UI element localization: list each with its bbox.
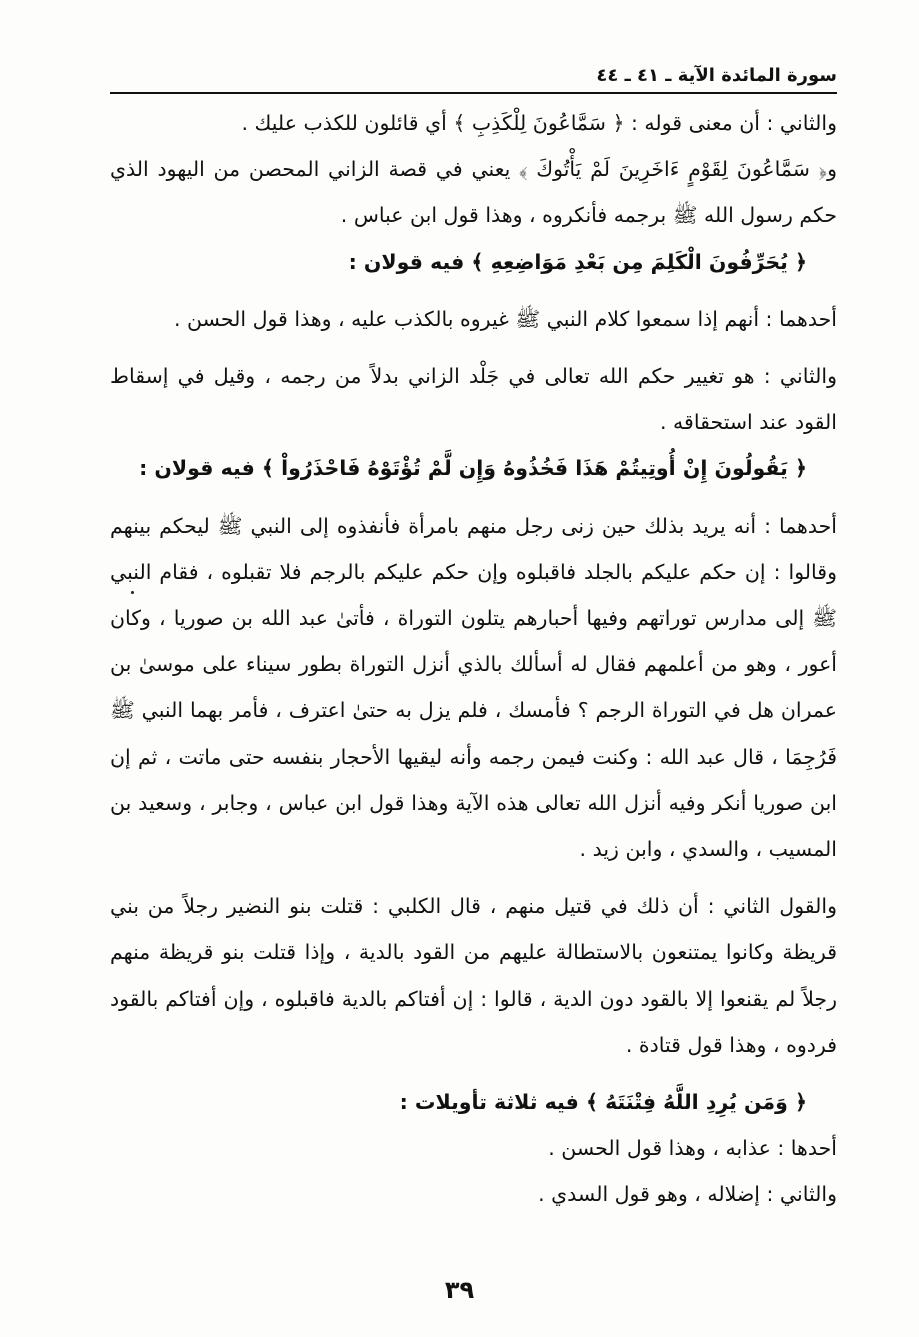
- paragraph-1: والثاني : أن معنى قوله : ﴿ سَمَّاعُونَ لِلْكَذِبِ ﴾ أي قائلون للكذب عليك .: [241, 111, 837, 135]
- page-body: [110, 100, 837, 1218]
- paragraph-7: أحدها : عذابه ، وهذا قول الحسن .: [548, 1136, 837, 1161]
- paragraph-2: و﴿ سَمَّاعُونَ لِقَوْمٍ ءَاخَرِينَ لَمْ يَأْتُوكَ ﴾ يعني في قصة الزاني المحصن من اليهود الذي حكم رسول الله ﷺ برجمه فأنكروه ، وهذا قول ابن عباس .: [110, 157, 837, 228]
- verse-quote-2: ﴿ يَقُولُونَ إِنْ أُوتِيتُمْ هَذَا فَخُذُوهُ وَإِن لَّمْ تُؤْتَوْهُ فَاحْذَرُواْ ﴾ فيه قولان :: [139, 456, 807, 481]
- paragraph-3: أحدهما : أنهم إذا سمعوا كلام النبي ﷺ غيروه بالكذب عليه ، وهذا قول الحسن .: [173, 306, 837, 331]
- paragraph-4: والثاني : هو تغيير حكم الله تعالى في جَلْد الزاني بدلاً من رجمه ، وقيل في إسقاط القود عند استحقاقه .: [110, 364, 837, 435]
- paragraph-8: والثاني : إضلاله ، وهو قول السدي .: [538, 1182, 837, 1207]
- paragraph-5: أحدهما : أنه يريد بذلك حين زنى رجل منهم بامرأة فأنفذوه إلى النبي ﷺ ليحكم بينهم وقالوا : إن حكم عليكم بالجلد فاقبلوه وإن حكم عليكم بالرجم فلا تقبلوه ، فقام النبي ﷺ إلى مدارس توراتهم وفيها أحبارهم يتلون التوراة ، فأتىٰ عبد الله بن صوريا ، وكان أعور ، وهو من أعلمهم فقال له أسألك بالذي أنزل التوراة بطور سيناء على موسىٰ بن عمران هل في التوراة الرجم ؟ فأمسك ، فلم يزل به حتىٰ اعترف ، فأمر بهما النبي ﷺ فَرُجِمَا ، قال عبد الله : وكنت فيمن رجمه وأنه ليقيها الأحجار بنفسه حتى ماتت ، ثم إن ابن صوريا أنكر وفيه أنزل الله تعالى هذه الآية وهذا قول ابن عباس ، وجابر ، وسعيد بن المسيب ، والسدي ، وابن زيد .: [110, 513, 837, 862]
- running-header: [110, 52, 837, 94]
- scan-speck: [131, 591, 134, 594]
- header-title: سورة المائدة الآية ـ ٤١ ـ ٤٤: [596, 65, 837, 86]
- verse-quote-1: ﴿ يُحَرِّفُونَ الْكَلِمَ مِن بَعْدِ مَوَاضِعِهِ ﴾ فيه قولان :: [348, 249, 807, 274]
- verse-quote-3: ﴿ وَمَن يُرِدِ اللَّهُ فِتْنَتَهُ ﴾ فيه ثلاثة تأويلات :: [399, 1090, 807, 1115]
- paragraph-6: والقول الثاني : أن ذلك في قتيل منهم ، قال الكلبي : قتلت بنو النضير رجلاً من بني قريظة وكانوا يمتنعون بالاستطالة عليهم من القود بالدية ، وإذا قتلت بنو قريظة منهم رجلاً لم يقنعوا إلا بالقود دون الدية ، قالوا : إن أفتاكم بالدية فاقبلوه ، وإن أفتاكم بالقود فردوه ، وهذا قول قتادة .: [110, 894, 837, 1057]
- page-number: ٣٩: [444, 1276, 475, 1304]
